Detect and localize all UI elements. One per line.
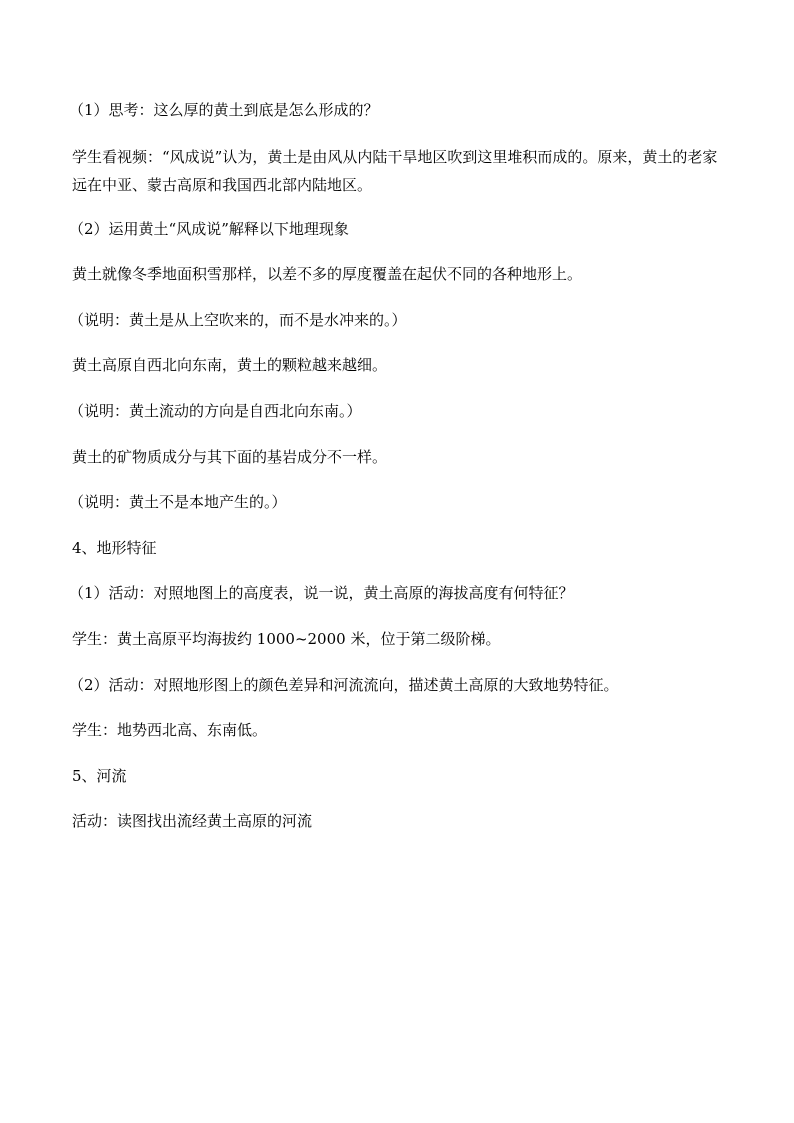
activity-paragraph: 活动：读图找出流经黄土高原的河流 xyxy=(72,812,313,831)
activity-paragraph: （2）活动：对照地形图上的颜色差异和河流流向，描述黄土高原的大致地势特征。 xyxy=(69,675,619,694)
activity-paragraph: （1）活动：对照地图上的高度表，说一说，黄土高原的海拔高度有何特征？ xyxy=(69,584,574,603)
student-video-paragraph: 学生看视频：“风成说”认为，黄土是由风从内陆干旱地区吹到这里堆积而成的。原来，黄土的老家远在中亚、蒙古高原和我国西北部内陆地区。 xyxy=(72,147,718,194)
student-answer-paragraph: 学生：黄土高原平均海拔约 1000~2000 米，位于第二级阶梯。 xyxy=(72,629,501,648)
section-heading-rivers: 5、河流 xyxy=(72,766,127,785)
phenomenon-paragraph: 黄土就像冬季地面积雪那样，以差不多的厚度覆盖在起伏不同的各种地形上。 xyxy=(72,265,583,284)
section-heading-terrain: 4、地形特征 xyxy=(72,538,157,557)
document-body xyxy=(69,97,722,854)
note-paragraph: （说明：黄土不是本地产生的。） xyxy=(69,493,287,512)
explanation-heading-paragraph: （2）运用黄土“风成说”解释以下地理现象 xyxy=(69,219,349,238)
student-answer-paragraph: 学生：地势西北高、东南低。 xyxy=(72,721,268,740)
question-paragraph: （1）思考：这么厚的黄土到底是怎么形成的？ xyxy=(69,101,379,119)
note-paragraph: （说明：黄土流动的方向是自西北向东南。） xyxy=(69,401,362,420)
phenomenon-paragraph: 黄土的矿物质成分与其下面的基岩成分不一样。 xyxy=(72,447,388,466)
phenomenon-paragraph: 黄土高原自西北向东南，黄土的颗粒越来越细。 xyxy=(72,356,388,375)
note-paragraph: （说明：黄土是从上空吹来的，而不是水冲来的。） xyxy=(69,310,407,329)
